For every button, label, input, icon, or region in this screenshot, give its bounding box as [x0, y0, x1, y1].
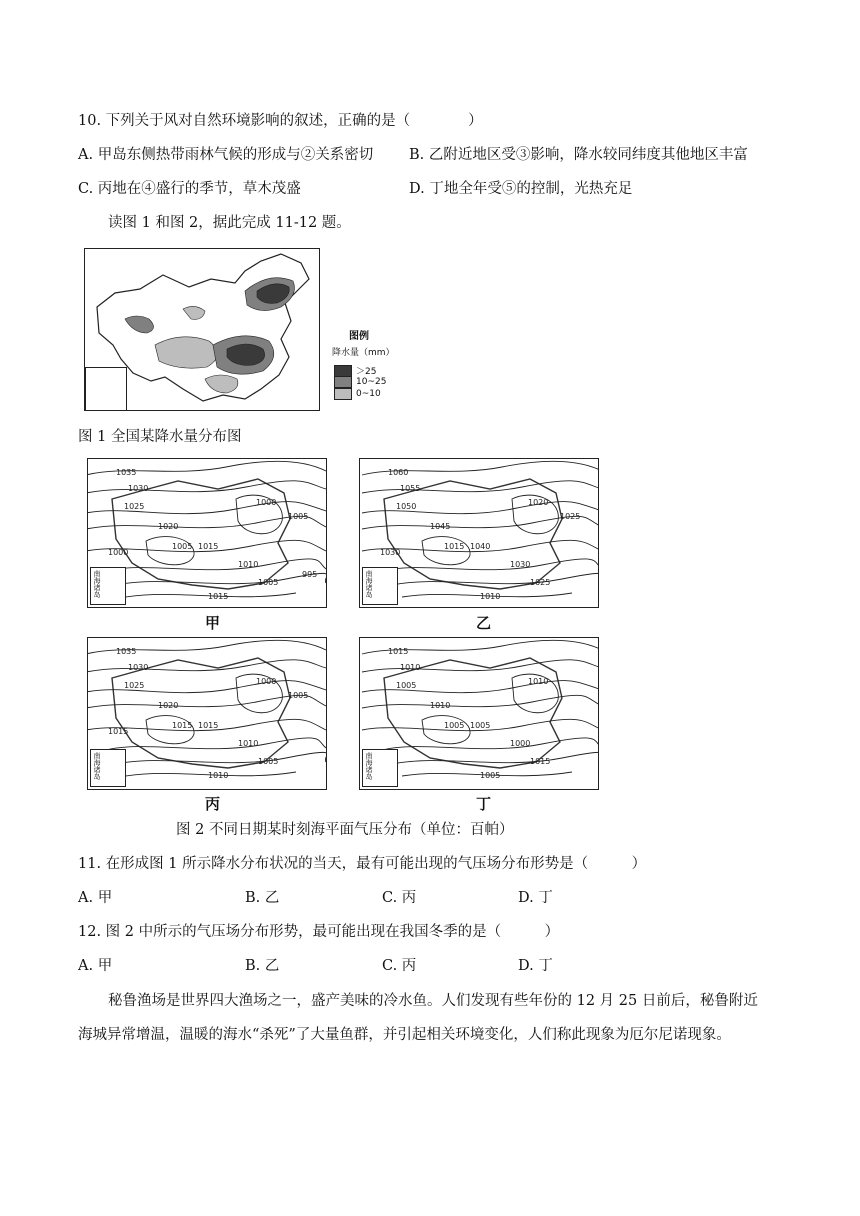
reading-instruction: 读图 1 和图 2，据此完成 11-12 题。 [108, 215, 351, 231]
isobar-label: 1060 [388, 468, 409, 477]
south-china-sea-inset [362, 749, 398, 787]
isobar-label: 1010 [208, 771, 229, 780]
isobar-label: 1005 [288, 691, 309, 700]
figure1-precipitation-map [84, 248, 320, 411]
legend-subtitle: 降水量（mm） [332, 348, 395, 358]
isobar-map-jia [87, 458, 327, 608]
legend-title: 图例 [349, 331, 369, 342]
isobar-label: 1010 [528, 677, 549, 686]
isobar-label: 1055 [400, 484, 421, 493]
isobar-line [116, 752, 326, 764]
isobar-label: 1015 [388, 647, 409, 656]
isobar-label: 1005 [444, 721, 465, 730]
isobar-label: 1020 [158, 522, 179, 531]
isobar-label: 1050 [396, 502, 417, 511]
isobar-label: 1005 [172, 542, 193, 551]
inset-label: 南海诸岛 [365, 570, 373, 598]
isobar-label: 1030 [380, 548, 401, 557]
isobar-map-yi [359, 458, 599, 608]
isobar-line [116, 573, 326, 585]
isobar-label: 1005 [288, 512, 309, 521]
inset-label: 南海诸岛 [93, 570, 101, 598]
q11-option-d: D. 丁 [518, 890, 553, 906]
isobar-label: 1015 [108, 727, 129, 736]
isobar-label: 1010 [238, 560, 259, 569]
q12-option-a: A. 甲 [78, 958, 113, 974]
legend-swatch-medium [334, 376, 352, 388]
q10-option-a: A. 甲岛东侧热带雨林气候的形成与②关系密切 [78, 147, 374, 163]
isobar-label: 1040 [470, 542, 491, 551]
q11-option-a: A. 甲 [78, 890, 113, 906]
isobar-label: 1005 [258, 757, 279, 766]
south-china-sea-inset [90, 567, 126, 605]
passage-line-1: 秘鲁渔场是世界四大渔场之一，盛产美味的冷水鱼。人们发现有些年份的 12 月 25 日前后，秘鲁附近 [108, 993, 758, 1009]
isobar-label: 1000 [108, 548, 129, 557]
legend-item-light [334, 388, 381, 400]
isobar-line [106, 559, 326, 571]
legend-swatch-light [334, 388, 352, 400]
isobar-label: 1005 [396, 681, 417, 690]
isobar-label: 1030 [510, 560, 531, 569]
isobar-label: 1005 [258, 578, 279, 587]
legend-item-medium [334, 376, 386, 388]
isobar-map-ding [359, 637, 599, 790]
q12-stem: 12. 图 2 中所示的气压场分布形势，最可能出现在我国冬季的是（ ） [78, 924, 560, 940]
isobar-label: 1035 [116, 468, 137, 477]
inset-label: 南海诸岛 [93, 752, 101, 780]
isobar-label: 1025 [124, 502, 145, 511]
q10-stem: 10. 下列关于风对自然环境影响的叙述，正确的是（ ） [78, 113, 483, 129]
isobar-label: 1015 [444, 542, 465, 551]
isobar-label: 1030 [128, 484, 149, 493]
isobar-label: 1005 [470, 721, 491, 730]
isobar-label: 1020 [158, 701, 179, 710]
isobar-label: 1010 [430, 701, 451, 710]
isobar-label: 1045 [430, 522, 451, 531]
legend-label-medium: 10~25 [356, 377, 387, 387]
map-label-bing: 丙 [205, 795, 221, 813]
isobar-label: 1010 [480, 592, 501, 601]
isobar-label: 1000 [256, 498, 277, 507]
legend-label-heavy: ＞25 [356, 367, 377, 377]
legend-swatch-heavy [334, 365, 352, 377]
isobar-label: 1035 [116, 647, 137, 656]
isobar-line [362, 695, 598, 708]
figure1-caption: 图 1 全国某降水量分布图 [78, 429, 242, 445]
isobar-label: 1010 [238, 739, 259, 748]
inset-label: 南海诸岛 [365, 752, 373, 780]
isobar-label: 995 [302, 570, 318, 579]
legend-label-light: 0~10 [356, 389, 381, 399]
passage-line-2: 海城异常增温，温暖的海水“杀死”了大量鱼群，并引起相关环境变化，人们称此现象为厄尔尼诺现象。 [78, 1027, 731, 1043]
isobar-label: 1000 [510, 739, 531, 748]
isobar-label: 1025 [560, 512, 581, 521]
map-label-yi: 乙 [476, 614, 492, 632]
q11-option-c: C. 丙 [382, 890, 417, 906]
q12-option-b: B. 乙 [245, 958, 280, 974]
q10-option-d: D. 丁地全年受⑤的控制，光热充足 [409, 181, 633, 197]
isobar-label: 1000 [256, 677, 277, 686]
map-label-ding: 丁 [476, 795, 492, 813]
q10-option-b: B. 乙附近地区受③影响，降水较同纬度其他地区丰富 [409, 147, 748, 163]
south-china-sea-inset [90, 749, 126, 787]
isobar-map-bing [87, 637, 327, 790]
q11-stem: 11. 在形成图 1 所示降水分布状况的当天，最有可能出现的气压场分布形势是（ ） [78, 856, 647, 872]
isobar-label: 1015 [198, 542, 219, 551]
isobar-label: 1020 [528, 498, 549, 507]
isobar-label: 1015 [198, 721, 219, 730]
south-china-sea-inset [362, 567, 398, 605]
q11-option-b: B. 乙 [245, 890, 280, 906]
q12-option-d: D. 丁 [518, 958, 553, 974]
isobar-line [106, 738, 326, 750]
isobar-label: 1015 [530, 757, 551, 766]
isobar-label: 1025 [530, 578, 551, 587]
isobar-label: 1015 [208, 592, 229, 601]
isobar-label: 1005 [480, 771, 501, 780]
q12-option-c: C. 丙 [382, 958, 417, 974]
map-label-jia: 甲 [205, 614, 221, 632]
q10-option-c: C. 丙地在④盛行的季节，草木茂盛 [78, 181, 301, 197]
figure2-caption: 图 2 不同日期某时刻海平面气压分布（单位：百帕） [176, 822, 514, 838]
isobar-label: 1015 [172, 721, 193, 730]
isobar-label: 1030 [128, 663, 149, 672]
isobar-label: 1010 [400, 663, 421, 672]
south-china-sea-inset [85, 367, 127, 411]
isobar-label: 1025 [124, 681, 145, 690]
